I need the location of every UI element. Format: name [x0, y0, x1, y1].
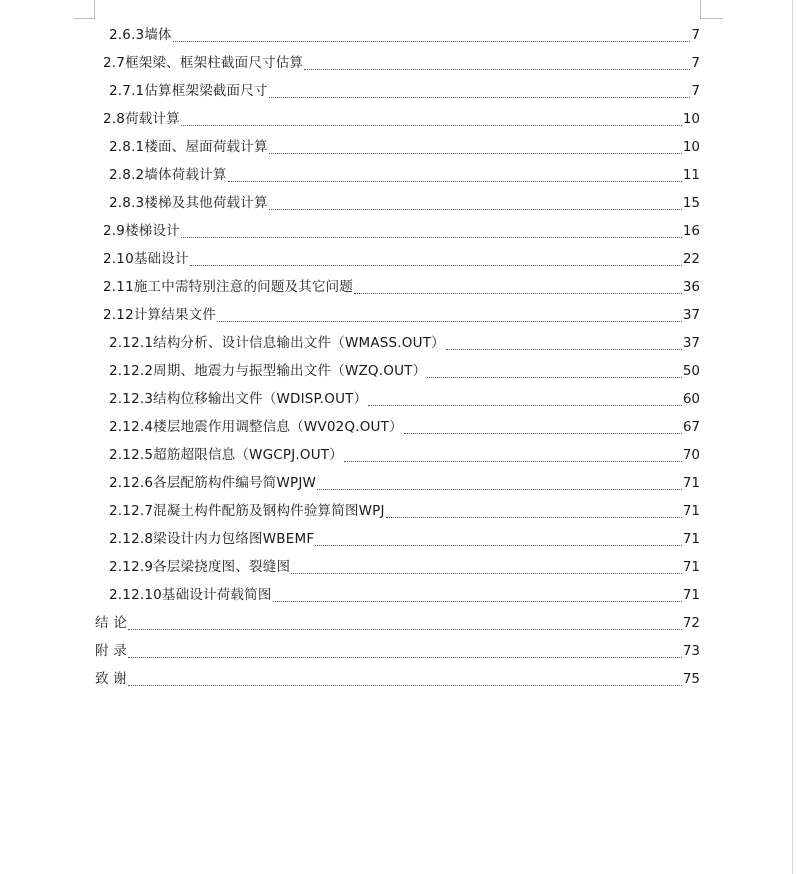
toc-entry[interactable]	[109, 526, 700, 554]
toc-entry-page-number: 50	[682, 363, 700, 380]
toc-dot-leader	[354, 293, 682, 294]
toc-entry-title: 2.6.3墙体	[109, 27, 172, 44]
toc-entry[interactable]	[109, 190, 700, 218]
toc-entry-page-number: 36	[682, 279, 700, 296]
toc-entry-page-number: 7	[691, 55, 700, 72]
toc-entry-page-number: 10	[682, 139, 700, 156]
toc-entry[interactable]	[109, 162, 700, 190]
toc-entry-title: 2.12.5超筋超限信息（WGCPJ.OUT）	[109, 447, 343, 464]
toc-entry-page-number: 37	[682, 335, 700, 352]
toc-entry-title: 2.12.7混凝土构件配筋及钢构件验算简图WPJ	[109, 503, 385, 520]
toc-dot-leader	[190, 265, 682, 266]
toc-entry-title: 致 谢	[95, 671, 127, 688]
toc-entry-title: 2.9楼梯设计	[103, 223, 180, 240]
toc-dot-leader	[368, 405, 681, 406]
toc-entry[interactable]	[103, 106, 700, 134]
toc-entry-page-number: 22	[682, 251, 700, 268]
toc-entry[interactable]	[95, 610, 700, 638]
toc-entry[interactable]	[103, 246, 700, 274]
toc-dot-leader	[128, 629, 682, 630]
toc-dot-leader	[304, 69, 690, 70]
toc-dot-leader	[344, 461, 682, 462]
toc-dot-leader	[269, 97, 691, 98]
toc-entry-page-number: 71	[682, 587, 700, 604]
toc-entry[interactable]	[109, 358, 700, 386]
toc-entry-title: 2.12.9各层梁挠度图、裂缝图	[109, 559, 291, 576]
toc-dot-leader	[128, 657, 682, 658]
toc-entry-title: 2.12.1结构分析、设计信息输出文件（WMASS.OUT）	[109, 335, 445, 352]
margin-corner-top-left	[74, 0, 95, 19]
toc-entry[interactable]	[109, 582, 700, 610]
toc-entry-title: 2.12.6各层配筋构件编号简WPJW	[109, 475, 317, 492]
toc-entry-page-number: 10	[682, 111, 700, 128]
toc-entry-title: 2.10基础设计	[103, 251, 189, 268]
toc-dot-leader	[128, 685, 682, 686]
toc-entry-page-number: 70	[682, 447, 700, 464]
margin-corner-top-right	[700, 0, 723, 19]
toc-entry-title: 2.12.3结构位移输出文件（WDISP.OUT）	[109, 391, 368, 408]
toc-entry[interactable]	[109, 442, 700, 470]
toc-dot-leader	[404, 433, 682, 434]
toc-entry[interactable]	[109, 330, 700, 358]
toc-entry-title: 2.12计算结果文件	[103, 307, 217, 324]
toc-dot-leader	[427, 377, 682, 378]
toc-entry-page-number: 67	[682, 419, 700, 436]
toc-entry-page-number: 71	[682, 503, 700, 520]
toc-dot-leader	[181, 125, 682, 126]
toc-entry-page-number: 7	[691, 83, 700, 100]
toc-entry-title: 2.8.3楼梯及其他荷载计算	[109, 195, 268, 212]
toc-entry-title: 2.8.2墙体荷载计算	[109, 167, 227, 184]
toc-dot-leader	[217, 321, 682, 322]
toc-entry-page-number: 11	[682, 167, 700, 184]
toc-dot-leader	[386, 517, 682, 518]
toc-entry-title: 2.7.1估算框架梁截面尺寸	[109, 83, 268, 100]
toc-entry-title: 2.7框架梁、框架柱截面尺寸估算	[103, 55, 304, 72]
toc-dot-leader	[181, 237, 682, 238]
toc-entry-title: 2.8荷载计算	[103, 111, 180, 128]
toc-dot-leader	[446, 349, 682, 350]
toc-entry[interactable]	[103, 218, 700, 246]
toc-entry-title: 2.11施工中需特别注意的问题及其它问题	[103, 279, 354, 296]
toc-dot-leader	[173, 41, 691, 42]
toc-entry[interactable]	[109, 22, 700, 50]
toc-entry[interactable]	[109, 554, 700, 582]
toc-entry-page-number: 72	[682, 615, 700, 632]
toc-entry-page-number: 75	[682, 671, 700, 688]
toc-entry-page-number: 71	[682, 475, 700, 492]
toc-entry[interactable]	[95, 638, 700, 666]
toc-dot-leader	[269, 209, 682, 210]
toc-entry-page-number: 16	[682, 223, 700, 240]
toc-dot-leader	[228, 181, 682, 182]
toc-entry-page-number: 71	[682, 531, 700, 548]
toc-entry-page-number: 71	[682, 559, 700, 576]
toc-entry[interactable]	[109, 134, 700, 162]
toc-entry-page-number: 15	[682, 195, 700, 212]
page-edge-line	[792, 0, 793, 874]
toc-entry[interactable]	[109, 386, 700, 414]
toc-entry-title: 2.12.10基础设计荷载简图	[109, 587, 272, 604]
toc-dot-leader	[291, 573, 682, 574]
toc-entry[interactable]	[109, 414, 700, 442]
toc-entry-title: 2.12.2周期、地震力与振型输出文件（WZQ.OUT）	[109, 363, 427, 380]
toc-entry-title: 结 论	[95, 615, 127, 632]
toc-entry[interactable]	[95, 666, 700, 694]
toc-entry[interactable]	[103, 50, 700, 78]
toc-entry-page-number: 37	[682, 307, 700, 324]
toc-entry[interactable]	[103, 274, 700, 302]
toc-entry-title: 2.12.4楼层地震作用调整信息（WV02Q.OUT）	[109, 419, 403, 436]
toc-entry[interactable]	[109, 498, 700, 526]
toc-entry-page-number: 60	[682, 391, 700, 408]
toc-entry[interactable]	[109, 78, 700, 106]
toc-dot-leader	[273, 601, 682, 602]
toc-entry-page-number: 7	[691, 27, 700, 44]
toc-entry-title: 附 录	[95, 643, 127, 660]
toc-entry[interactable]	[103, 302, 700, 330]
toc-dot-leader	[317, 489, 682, 490]
toc-entry-title: 2.12.8梁设计内力包络图WBEMF	[109, 531, 315, 548]
toc-dot-leader	[315, 545, 682, 546]
toc-dot-leader	[269, 153, 682, 154]
toc-entry[interactable]	[109, 470, 700, 498]
toc-entry-page-number: 73	[682, 643, 700, 660]
toc-entry-title: 2.8.1楼面、屋面荷载计算	[109, 139, 268, 156]
